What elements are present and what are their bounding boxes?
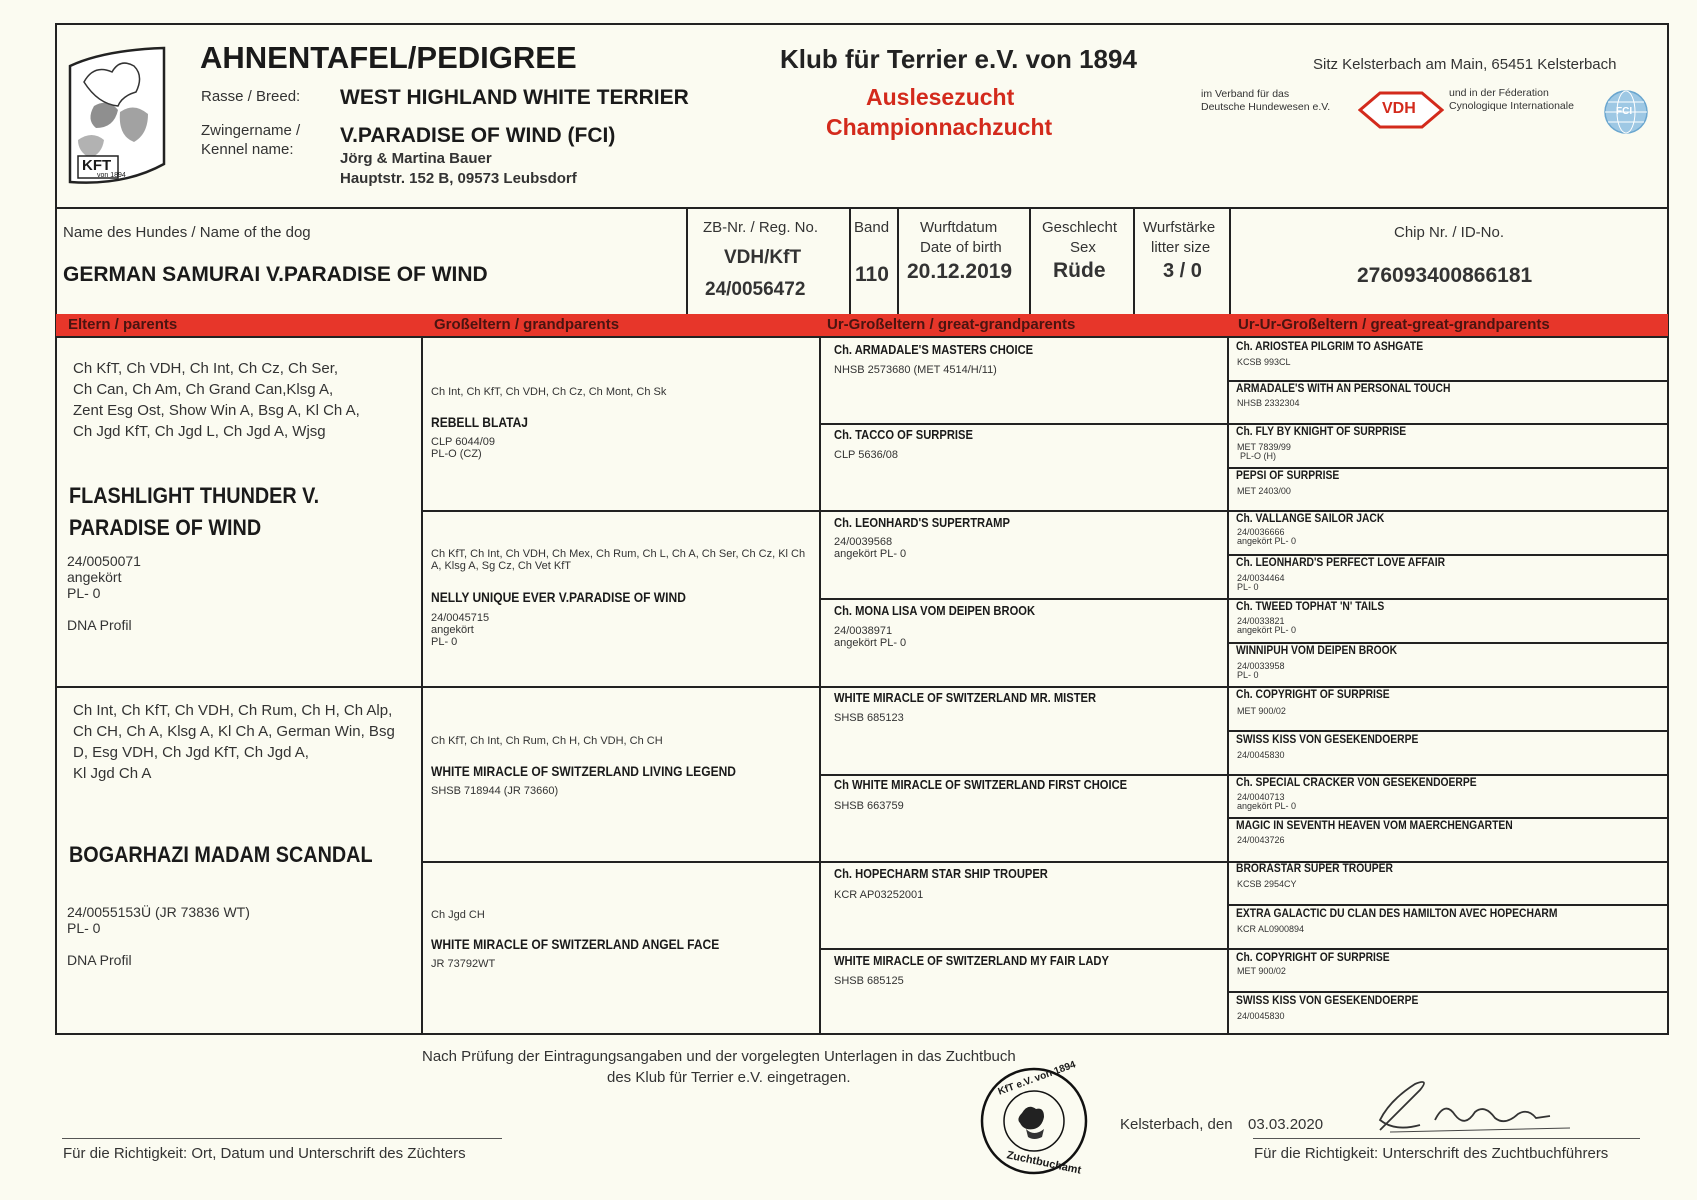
grandparent-reg: CLP 6044/09 <box>431 436 496 448</box>
grandparent-titles: Ch KfT, Ch Int, Ch Rum, Ch H, Ch VDH, Ch CH <box>431 735 663 747</box>
generation-header-band <box>56 314 1668 336</box>
sire-titles <box>73 358 360 442</box>
column-header-great-grandparents: Ur-Großeltern / great-grandparents <box>827 316 1076 333</box>
reg-value-1: VDH/KfT <box>724 247 802 268</box>
great-grandparent-name: Ch. ARMADALE'S MASTERS CHOICE <box>834 342 1034 357</box>
great-great-grandparent-info: angekört PL- 0 <box>1237 536 1297 546</box>
great-grandparent-name: WHITE MIRACLE OF SWITZERLAND MY FAIR LADY <box>834 953 1109 968</box>
great-grandparent-reg: NHSB 2573680 (MET 4514/H/11) <box>834 364 997 376</box>
litter-label-2: litter size <box>1151 239 1211 256</box>
sire-pl: PL- 0 <box>67 585 101 601</box>
great-great-grandparent-name: MAGIC IN SEVENTH HEAVEN VOM MAERCHENGARTEN <box>1236 818 1513 832</box>
litter-label-1: Wurfstärke <box>1143 219 1216 236</box>
document-title: AHNENTAFEL/PEDIGREE <box>200 40 577 75</box>
grandparent-reg: JR 73792WT <box>431 958 496 970</box>
great-great-grandparent-reg: 24/0034464 <box>1237 573 1285 583</box>
divider <box>422 510 1668 512</box>
great-great-grandparent-reg: KCSB 993CL <box>1237 357 1291 367</box>
logo-subtext: von 1894 <box>97 172 126 179</box>
great-great-grandparent-reg: 24/0033821 <box>1237 616 1285 626</box>
dam-reg: 24/0055153Ü (JR 73836 WT) <box>67 904 250 920</box>
divider <box>849 208 851 314</box>
grandparent-reg: SHSB 718944 (JR 73660) <box>431 785 559 797</box>
kennel-address: Hauptstr. 152 B, 09573 Leubsdorf <box>340 170 577 187</box>
great-great-grandparent-info: PL-O (H) <box>1240 451 1276 461</box>
breeder-signature-label: Für die Richtigkeit: Ort, Datum und Unterschrift des Züchters <box>63 1145 466 1162</box>
great-grandparent-name: Ch. LEONHARD'S SUPERTRAMP <box>834 515 1010 530</box>
great-great-grandparent-name: WINNIPUH VOM DEIPEN BROOK <box>1236 643 1398 657</box>
great-grandparent-name: Ch. MONA LISA VOM DEIPEN BROOK <box>834 603 1036 618</box>
grandparent-name: NELLY UNIQUE EVER V.PARADISE OF WIND <box>431 589 686 605</box>
column-header-great-great-grandparents: Ur-Ur-Großeltern / great-great-grandparents <box>1238 316 1550 333</box>
selection-label-1: Auslesezucht <box>866 84 1015 110</box>
great-grandparent-reg: 24/0039568 <box>834 536 893 548</box>
great-great-grandparent-name: PEPSI OF SURPRISE <box>1236 468 1340 482</box>
breed-value: WEST HIGHLAND WHITE TERRIER <box>340 86 689 109</box>
great-great-grandparent-name: Ch. COPYRIGHT OF SURPRISE <box>1236 950 1390 964</box>
club-seat: Sitz Kelsterbach am Main, 65451 Kelsterbach <box>1313 56 1617 73</box>
great-great-grandparent-name: SWISS KISS VON GESEKENDOERPE <box>1236 732 1419 746</box>
great-great-grandparent-info: PL- 0 <box>1237 582 1259 592</box>
divider <box>1667 336 1669 1034</box>
great-great-grandparent-name: Ch. COPYRIGHT OF SURPRISE <box>1236 687 1390 701</box>
sex-value: Rüde <box>1053 259 1106 282</box>
great-great-grandparent-reg: 24/0033958 <box>1237 661 1285 671</box>
vdh-text-2: Deutsche Hundewesen e.V. <box>1201 101 1331 113</box>
chip-label: Chip Nr. / ID-No. <box>1394 224 1505 241</box>
great-great-grandparent-reg: NHSB 2332304 <box>1237 398 1300 408</box>
grandparent-name: WHITE MIRACLE OF SWITZERLAND LIVING LEGEND <box>431 763 737 779</box>
grandparent-info: PL- 0 <box>431 636 458 648</box>
great-great-grandparent-reg: KCR AL0900894 <box>1237 924 1305 934</box>
great-great-grandparent-reg: 24/0036666 <box>1237 527 1285 537</box>
great-grandparent-info: angekört PL- 0 <box>834 548 907 560</box>
sire-reg: 24/0050071 <box>67 553 141 569</box>
great-great-grandparent-reg: MET 7839/99 <box>1237 442 1291 452</box>
great-grandparent-reg: CLP 5636/08 <box>834 449 899 461</box>
great-great-grandparent-name: ARMADALE'S WITH AN PERSONAL TOUCH <box>1236 381 1451 395</box>
studbook-signature-line <box>1253 1138 1640 1139</box>
vdh-logo-text: VDH <box>1382 100 1416 117</box>
sire-titles-line: Zent Esg Ost, Show Win A, Bsg A, Kl Ch A, <box>73 402 360 419</box>
dog-name: GERMAN SAMURAI V.PARADISE OF WIND <box>63 263 488 286</box>
great-grandparent-reg: SHSB 663759 <box>834 800 904 812</box>
great-grandparent-name: Ch. TACCO OF SURPRISE <box>834 427 973 442</box>
fci-logo <box>1603 89 1649 135</box>
sire-name-2: PARADISE OF WIND <box>69 515 262 540</box>
great-great-grandparent-name: Ch. VALLANGE SAILOR JACK <box>1236 511 1385 525</box>
reg-label: ZB-Nr. / Reg. No. <box>703 219 819 236</box>
great-grandparent-name: Ch. HOPECHARM STAR SHIP TROUPER <box>834 866 1048 881</box>
litter-value: 3 / 0 <box>1163 260 1202 282</box>
place-date-label: Kelsterbach, den <box>1120 1116 1233 1133</box>
club-name: Klub für Terrier e.V. von 1894 <box>780 44 1137 74</box>
great-great-grandparent-name: Ch. ARIOSTEA PILGRIM TO ASHGATE <box>1236 339 1424 353</box>
great-great-grandparent-reg: 24/0045830 <box>1237 750 1285 760</box>
divider <box>897 208 899 314</box>
great-great-grandparent-reg: KCSB 2954CY <box>1237 879 1297 889</box>
great-great-grandparent-reg: 24/0043726 <box>1237 835 1285 845</box>
dam-pl: PL- 0 <box>67 920 101 936</box>
dam-titles-line: D, Esg VDH, Ch Jgd KfT, Ch Jgd A, <box>73 744 309 761</box>
great-great-grandparent-info: angekört PL- 0 <box>1237 801 1297 811</box>
vdh-logo <box>1358 90 1444 130</box>
divider <box>1029 208 1031 314</box>
kennel-label-2: Kennel name: <box>201 141 294 158</box>
great-great-grandparent-name: SWISS KISS VON GESEKENDOERPE <box>1236 993 1419 1007</box>
grandparent-reg: 24/0045715 <box>431 612 490 624</box>
divider <box>422 861 1668 863</box>
studbook-signature-label: Für die Richtigkeit: Unterschrift des Zuchtbuchführers <box>1254 1145 1609 1162</box>
fci-logo-text: FCI <box>1616 106 1633 117</box>
great-great-grandparent-name: Ch. TWEED TOPHAT 'N' TAILS <box>1236 599 1385 613</box>
breed-label: Rasse / Breed: <box>201 88 301 105</box>
dam-titles-line: Ch CH, Ch A, Klsg A, Kl Ch A, German Win, Bsg <box>73 723 395 740</box>
registration-note-line-1: Nach Prüfung der Eintragungsangaben und der vorgelegten Unterlagen in das Zuchtbuch <box>422 1048 1016 1065</box>
grandparent-name: WHITE MIRACLE OF SWITZERLAND ANGEL FACE <box>431 936 720 952</box>
selection-label-2: Championnachzucht <box>826 114 1053 140</box>
great-great-grandparent-name: BRORASTAR SUPER TROUPER <box>1236 861 1393 875</box>
dam-titles-line: Ch Int, Ch KfT, Ch VDH, Ch Rum, Ch H, Ch Alp, <box>73 702 393 719</box>
great-grandparent-name: WHITE MIRACLE OF SWITZERLAND MR. MISTER <box>834 690 1097 705</box>
great-grandparent-reg: SHSB 685125 <box>834 975 904 987</box>
great-great-grandparent-info: PL- 0 <box>1237 670 1259 680</box>
header-divider <box>56 207 1668 209</box>
great-great-grandparent-name: Ch. FLY BY KNIGHT OF SURPRISE <box>1236 424 1407 438</box>
great-great-grandparent-name: Ch. SPECIAL CRACKER VON GESEKENDOERPE <box>1236 775 1477 789</box>
dog-name-label: Name des Hundes / Name of the dog <box>63 224 311 241</box>
great-great-grandparent-reg: MET 900/02 <box>1237 966 1286 976</box>
great-great-grandparent-reg: 24/0045830 <box>1237 1011 1285 1021</box>
great-grandparent-reg: KCR AP03252001 <box>834 889 924 901</box>
grandparent-name: REBELL BLATAJ <box>431 414 528 430</box>
dam-name: BOGARHAZI MADAM SCANDAL <box>69 842 373 867</box>
column-header-parents: Eltern / parents <box>68 316 178 333</box>
great-great-grandparent-reg: 24/0040713 <box>1237 792 1285 802</box>
sex-label-1: Geschlecht <box>1042 219 1118 236</box>
chip-value: 276093400866181 <box>1357 264 1533 287</box>
sire-name-1: FLASHLIGHT THUNDER V. <box>69 483 320 508</box>
divider <box>1133 208 1135 314</box>
fci-text-1: und in der Féderation <box>1449 87 1549 99</box>
great-great-grandparent-name: Ch. LEONHARD'S PERFECT LOVE AFFAIR <box>1236 555 1446 569</box>
sex-label-2: Sex <box>1070 239 1096 256</box>
band-value: 110 <box>855 263 889 286</box>
kennel-label-1: Zwingername / <box>201 122 301 139</box>
dam-titles <box>73 700 395 784</box>
great-grandparent-reg: 24/0038971 <box>834 625 893 637</box>
kft-logo <box>64 44 171 189</box>
logo-text: KFT <box>82 157 112 174</box>
divider <box>819 336 821 1034</box>
divider <box>56 336 1668 338</box>
registration-note-line-2: des Klub für Terrier e.V. eingetragen. <box>607 1069 851 1086</box>
sire-titles-line: Ch Can, Ch Am, Ch Grand Can,Klsg A, <box>73 381 334 398</box>
studbook-signature-icon <box>1360 1070 1580 1140</box>
dob-label-1: Wurftdatum <box>920 219 998 236</box>
grandparent-titles: Ch Jgd CH <box>431 909 485 921</box>
column-header-grandparents: Großeltern / grandparents <box>434 316 620 333</box>
divider <box>1227 336 1229 1034</box>
breeder-signature-line <box>62 1138 502 1139</box>
kennel-value: V.PARADISE OF WIND (FCI) <box>340 124 616 147</box>
sire-titles-line: Ch Jgd KfT, Ch Jgd L, Ch Jgd A, Wjsg <box>73 423 326 440</box>
kennel-owner: Jörg & Martina Bauer <box>340 150 492 167</box>
stamp-text-top: KfT e.V. von 1894 <box>996 1059 1078 1098</box>
fci-text-2: Cynologique Internationale <box>1449 100 1574 112</box>
great-great-grandparent-reg: MET 900/02 <box>1237 706 1286 716</box>
sire-titles-line: Ch KfT, Ch VDH, Ch Int, Ch Cz, Ch Ser, <box>73 360 339 377</box>
sire-dna: DNA Profil <box>67 617 132 633</box>
sire-kor: angekört <box>67 569 122 585</box>
grandparent-titles: Ch Int, Ch KfT, Ch VDH, Ch Cz, Ch Mont, Ch Sk <box>431 386 667 398</box>
kft-logo-icon <box>64 44 171 189</box>
great-grandparent-reg: SHSB 685123 <box>834 712 904 724</box>
great-grandparent-name: Ch WHITE MIRACLE OF SWITZERLAND FIRST CHOICE <box>834 777 1128 792</box>
club-stamp <box>978 1059 1090 1177</box>
signature-date: 03.03.2020 <box>1248 1116 1324 1133</box>
band-label: Band <box>854 219 890 236</box>
divider <box>1229 208 1231 314</box>
divider <box>56 686 1668 688</box>
dam-titles-line: Kl Jgd Ch A <box>73 765 152 782</box>
grandparent-info: PL-O (CZ) <box>431 448 482 460</box>
great-great-grandparent-name: EXTRA GALACTIC DU CLAN DES HAMILTON AVEC HOPECHARM <box>1236 906 1558 920</box>
dob-label-2: Date of birth <box>920 239 1002 256</box>
great-grandparent-info: angekört PL- 0 <box>834 637 907 649</box>
divider <box>421 336 423 1034</box>
dob-value: 20.12.2019 <box>907 260 1013 283</box>
great-great-grandparent-info: angekört PL- 0 <box>1237 625 1297 635</box>
great-great-grandparent-reg: MET 2403/00 <box>1237 486 1291 496</box>
grandparent-info: angekört <box>431 624 474 636</box>
reg-value-2: 24/0056472 <box>705 279 806 300</box>
grandparent-titles: Ch KfT, Ch Int, Ch VDH, Ch Mex, Ch Rum, Ch L, Ch A, Ch Ser, Ch Cz, Kl Ch A, Klsg A, Sg Cz, Ch Vet KfT <box>431 548 806 572</box>
vdh-text-1: im Verband für das <box>1201 88 1290 100</box>
stamp-text-bottom: Zuchtbuchamt <box>1005 1149 1083 1177</box>
dam-dna: DNA Profil <box>67 952 132 968</box>
divider <box>686 208 688 314</box>
